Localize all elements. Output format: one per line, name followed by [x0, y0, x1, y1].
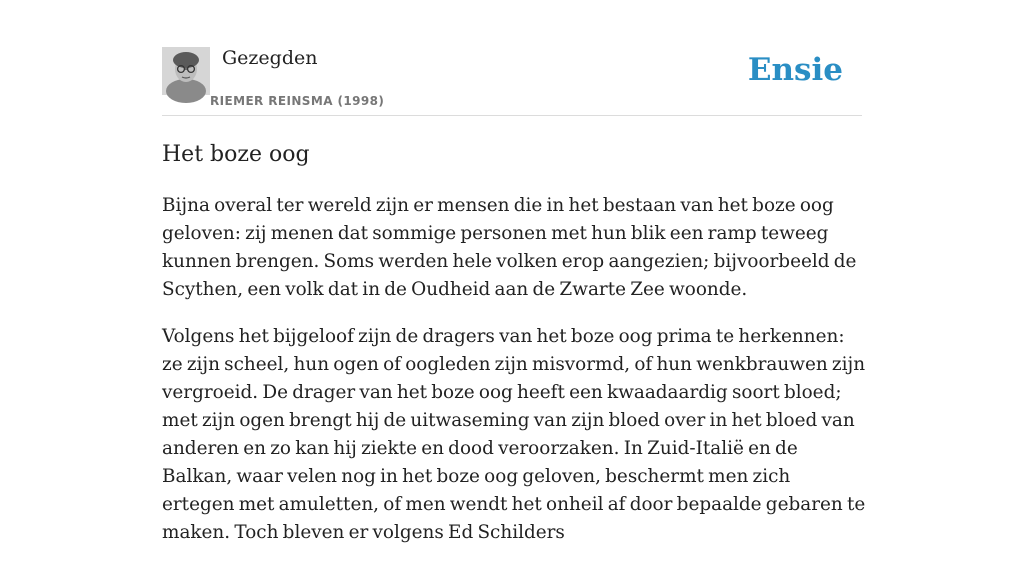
- entry-title: Het boze oog: [162, 142, 310, 167]
- header: [162, 0, 862, 116]
- book-title-link[interactable]: Gezegden: [222, 47, 318, 69]
- paragraph: Volgens het bijgeloof zijn de dragers van het boze oog prima te herkennen: ze zijn scheel, hun ogen of oogleden zijn misvormd, of hun wenkbrauwen zijn vergroeid. De drager van het boze oog heeft een kwaadaardig soort bloed; met zijn ogen brengt hij de uitwaseming van zijn bloed over in het bloed van anderen en zo kan hij ziekte en dood veroorzaken. In Zuid-Italië en de Balkan, waar velen nog in het boze oog geloven, beschermt men zich ertegen met amuletten, of men wendt het onheil af door bepaalde gebaren te maken. Toch bleven er volgens Ed Schilders: [162, 326, 866, 543]
- content-container: [162, 0, 866, 543]
- paragraph: Bijna overal ter wereld zijn er mensen die in het bestaan van het boze oog geloven: zij menen dat sommige personen met hun blik een ramp teweeg kunnen brengen. Soms werden hele volken erop aangezien; bijvoorbeeld de Scythen, een volk dat in de Oudheid aan de Zwarte Zee woonde.: [162, 195, 857, 300]
- entry-body: [162, 192, 866, 566]
- author-portrait-icon: [162, 47, 210, 95]
- brand-logo-link[interactable]: Ensie: [747, 52, 843, 88]
- author-name[interactable]: RIEMER REINSMA (1998): [210, 94, 385, 108]
- author-avatar[interactable]: [162, 47, 210, 95]
